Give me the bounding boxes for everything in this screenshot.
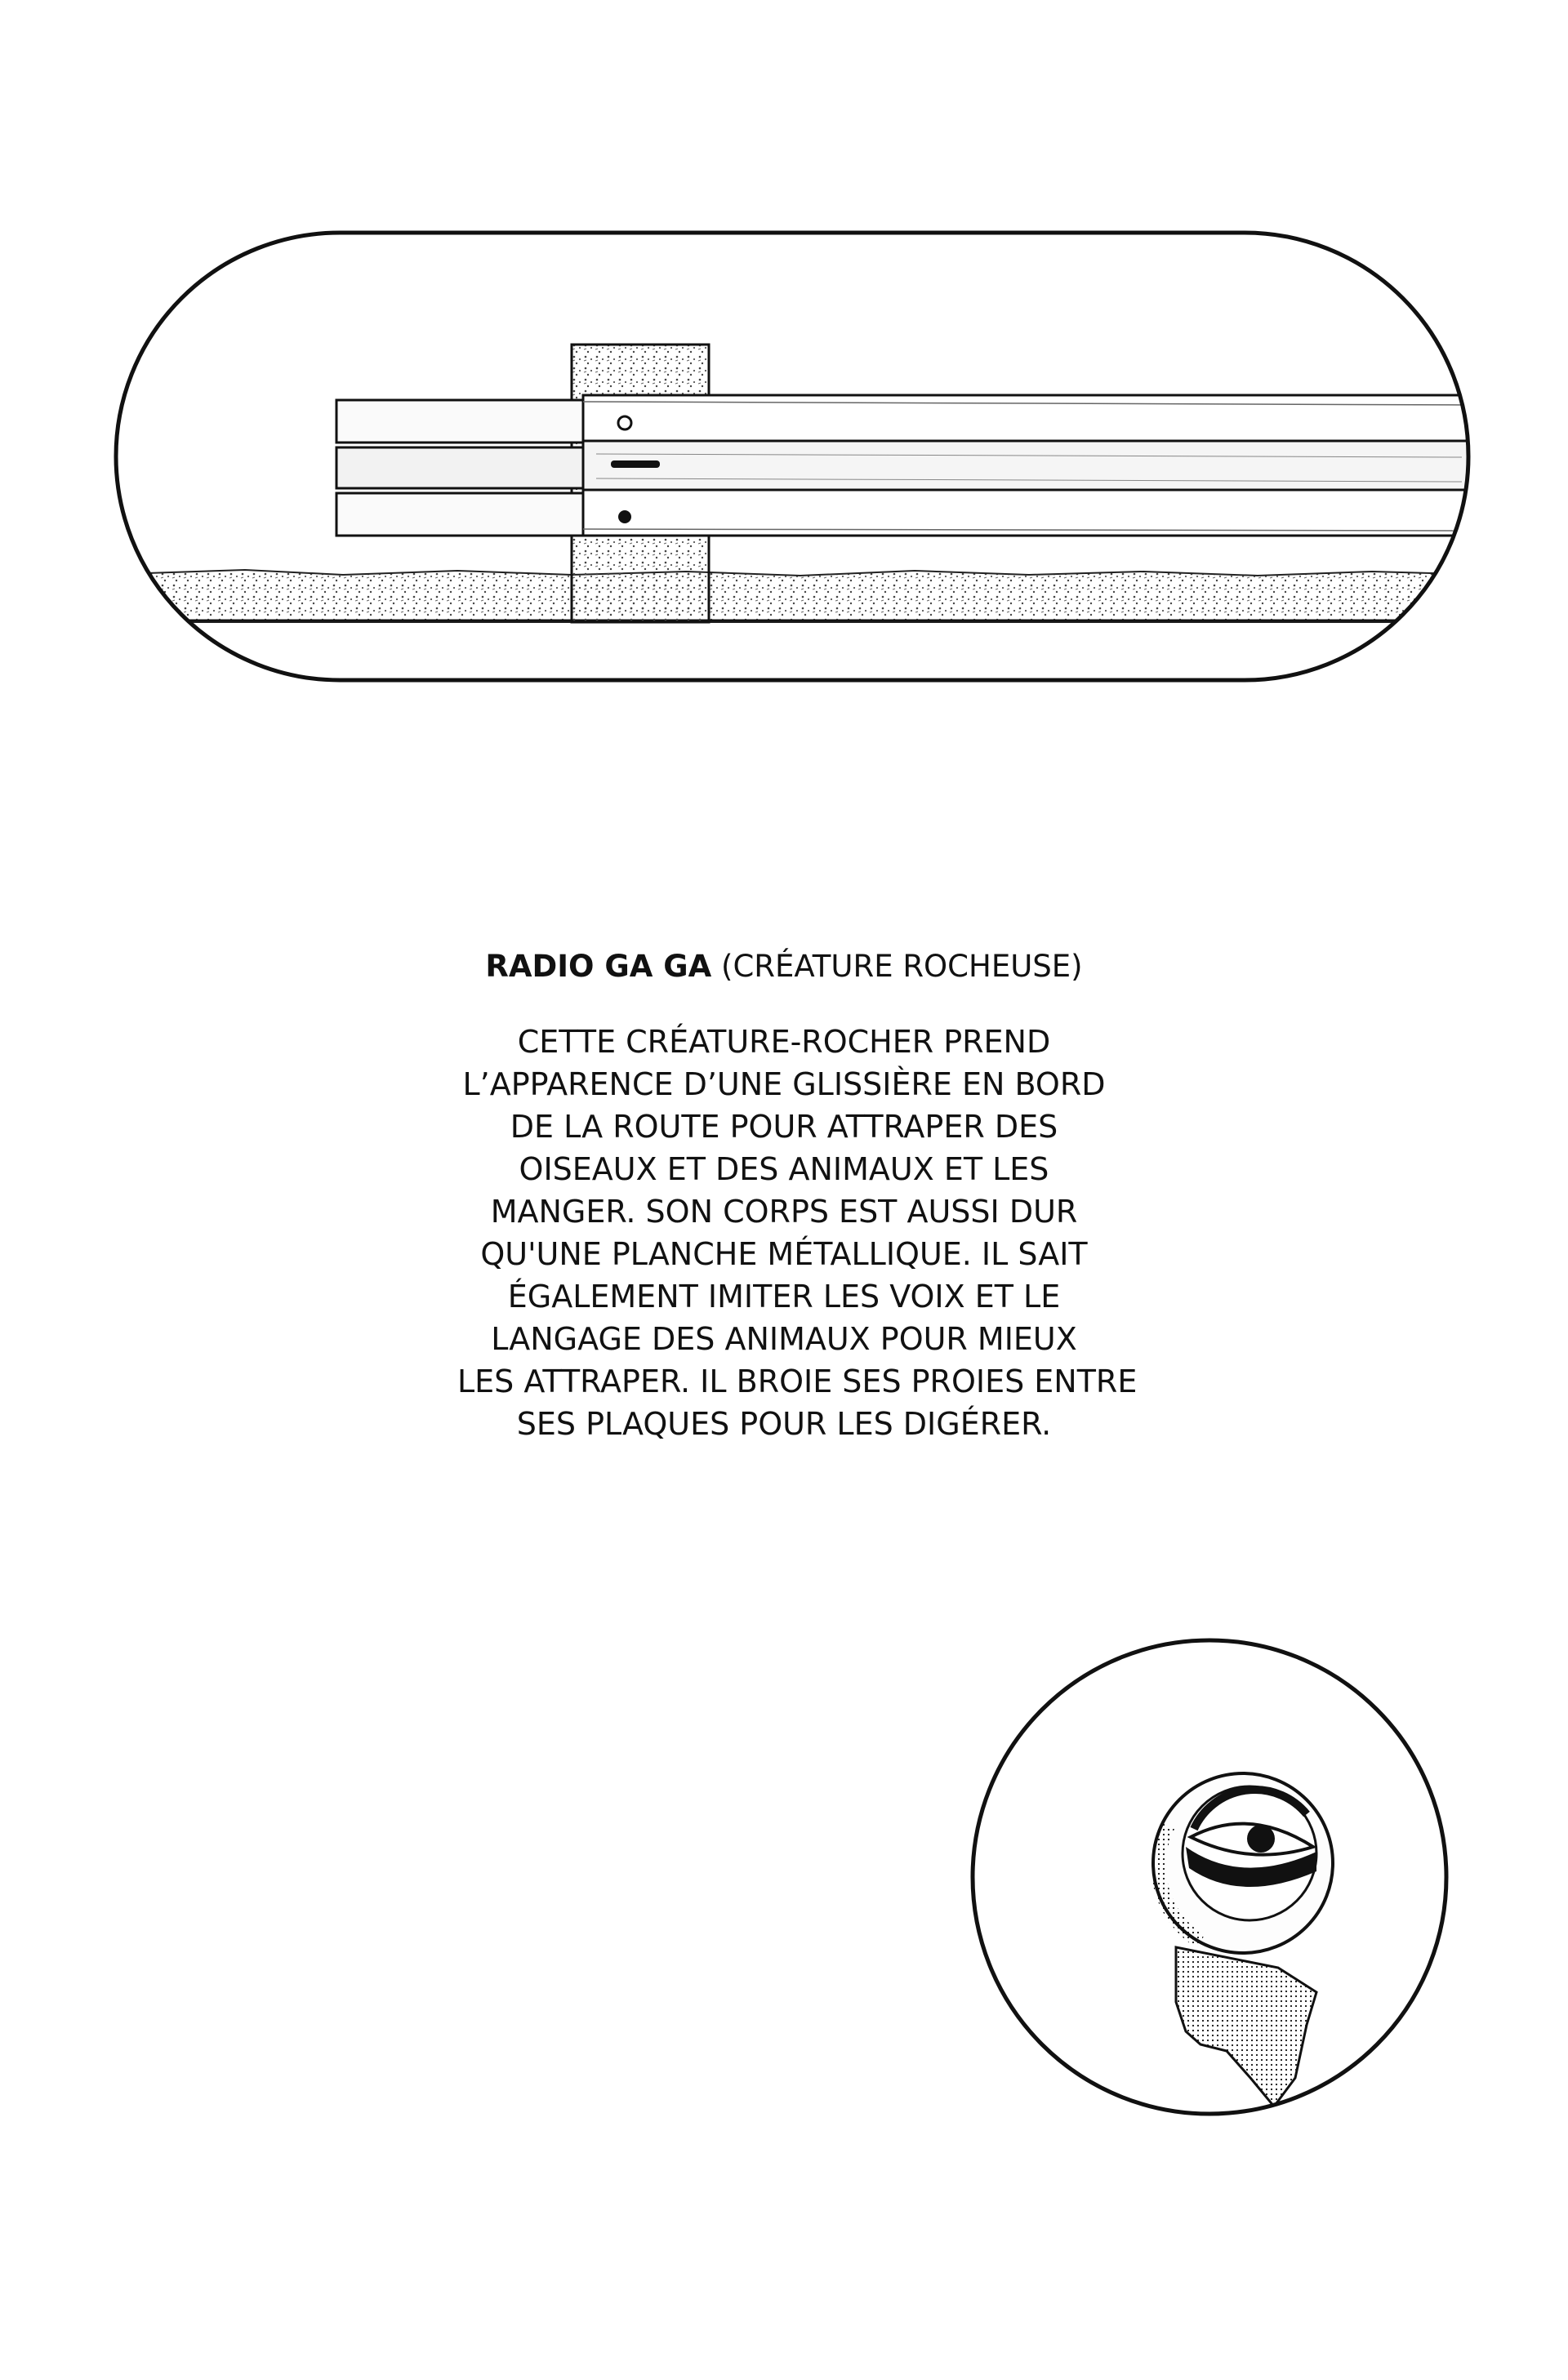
bolt-lower <box>618 510 631 523</box>
description-line: LANGAGE DES ANIMAUX POUR MIEUX <box>491 1321 1077 1357</box>
creature-description <box>457 1021 1138 1445</box>
ground-strip <box>147 570 1462 622</box>
creature-entry <box>457 947 1138 1445</box>
creature-category: (CRÉATURE ROCHEUSE) <box>721 949 1083 984</box>
guardrail-beam-main <box>583 395 1473 536</box>
description-line: LES ATTRAPER. IL BROIE SES PROIES ENTRE <box>457 1363 1138 1399</box>
description-line: QU'UNE PLANCHE MÉTALLIQUE. IL SAIT <box>480 1236 1088 1272</box>
bolt-slot <box>611 460 660 468</box>
bolt-upper <box>618 416 631 429</box>
description-line: MANGER. SON CORPS EST AUSSI DUR <box>490 1194 1078 1230</box>
description-line: ÉGALEMENT IMITER LES VOIX ET LE <box>507 1279 1061 1315</box>
description-line: DE LA ROUTE POUR ATTRAPER DES <box>510 1109 1058 1145</box>
description-line: L’APPARENCE D’UNE GLISSIÈRE EN BORD <box>462 1066 1106 1102</box>
creature-name: RADIO GA GA <box>485 949 712 984</box>
description-line: OISEAUX ET DES ANIMAUX ET LES <box>519 1151 1049 1187</box>
rock-base <box>1176 1947 1316 2106</box>
description-line: SES PLAQUES POUR LES DIGÉRER. <box>516 1406 1052 1442</box>
eye-pupil <box>1247 1825 1275 1853</box>
entry-heading <box>457 947 1111 986</box>
guardrail-panel <box>116 233 1473 680</box>
description-line: CETTE CRÉATURE-ROCHER PREND <box>517 1024 1051 1060</box>
eye-panel <box>973 1640 1446 2114</box>
guardrail-beam-left <box>336 400 590 536</box>
